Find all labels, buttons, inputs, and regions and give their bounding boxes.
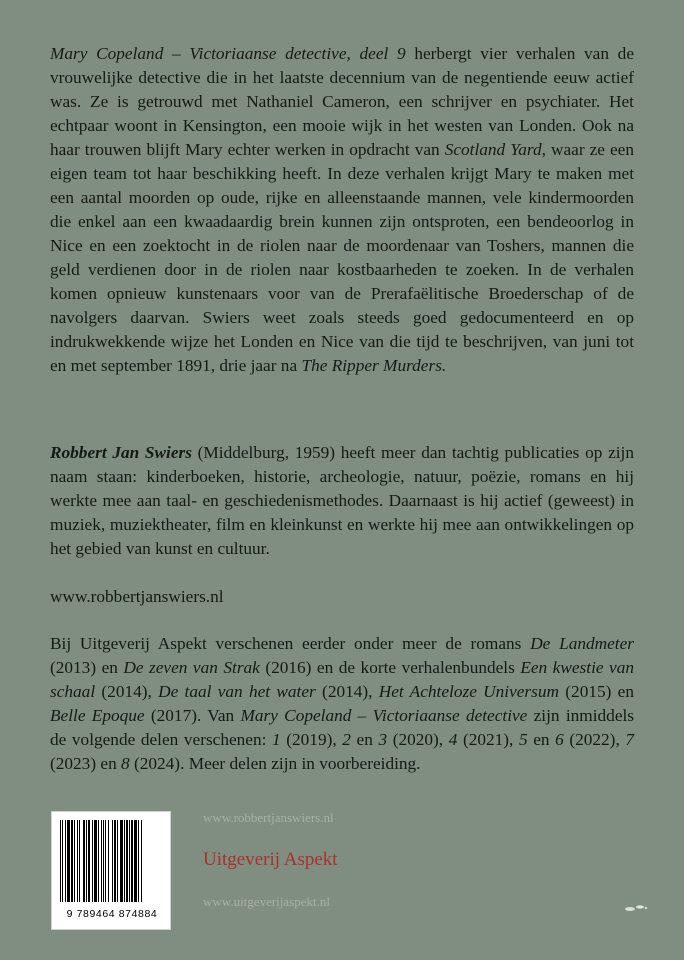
text-segment: 7 [625,730,635,749]
text-segment: (2020), [387,730,449,749]
isbn-number: 9 789464 874884 [66,908,158,920]
text-segment: 3 [378,730,388,749]
text-segment: The Ripper Murders. [301,356,447,375]
earlier-works-paragraph [50,632,634,776]
author-bio-paragraph [50,441,634,561]
footer-publisher-url: www.uitgeverijaspekt.nl [203,894,330,909]
blurb-paragraph [50,42,634,378]
text-segment: 4 [448,730,458,749]
text-segment: zijn inmiddels de volgende delen verschenen: [50,706,635,749]
text-segment: Mary Copeland – Victoriaanse detective, deel 9 [50,44,406,63]
text-segment: en [527,730,556,749]
text-segment: (2014), [95,682,159,701]
isbn-barcode [51,811,171,930]
barcode-bars [58,820,166,904]
text-segment: Een kwestie van schaal [50,658,634,701]
text-segment: 8 [121,754,130,773]
text-segment: De taal van het water [158,682,316,701]
text-segment: , waar ze een eigen team tot haar beschikking heeft. In deze verhalen krijgt Mary te maken met een aantal moorden op oude, rijke en alleenstaande mannen, vele kindermoorden die enkel aan een kwaadaardig brein kunnen zijn ontsproten, een bendeoorlog in Nice en een zoektocht in de riolen naar de moordenaar van Toshers, mannen die geld verdienen door in de riolen naar kostbaarheden te zoeken. In de verhalen komen opnieuw kunstenaars voor van de Prerafaëlitische Broederschap of de navolgers daarvan. Swiers weet zoals steeds goed gedocumenteerd en op indrukwekkende wijze het Londen en Nice van die tijd te beschrijven, van juni tot en met september 1891, drie jaar na [50,140,634,375]
text-segment: Robbert Jan Swiers [50,443,192,462]
author-website-text: www.robbertjanswiers.nl [50,587,224,606]
text-segment: herbergt vier verhalen van de vrouwelijke detective die in het laatste decennium van de negentiende eeuw actief was. Ze is getrouwd met Nathaniel Cameron, een schrijver en psychiater. Het echtpaar woont in Kensington, een mooie wijk in het westen van Londen. Ook na haar trouwen blijft Mary echter werken in opdracht van [50,44,634,159]
text-segment: (Middelburg, 1959) heeft meer dan tachtig publicaties op zijn naam staan: kinderboeken, historie, archeologie, natuur, poëzie, romans en hij werkte mee aan taal- en geschiedenismethodes. Daarnaast is hij actief (geweest) in muziek, muziektheater, film en kleinkunst en werkte hij mee aan ontwikkelingen op het gebied van kunst en cultuur. [50,443,634,558]
text-segment: Bij Uitgeverij Aspekt verschenen eerder onder meer de romans [50,634,531,653]
text-segment: 2 [342,730,351,749]
author-website [50,585,634,609]
text-segment: Scotland Yard [444,140,542,159]
text-segment: Het Achteloze Universum [378,682,559,701]
publisher-logo-text: Uitgeverij Aspekt [203,849,338,870]
author-bio-text [50,441,634,561]
footer-author-url: www.robbertjanswiers.nl [203,810,334,825]
text-segment: (2014), [315,682,379,701]
text-segment: (2023) en [50,754,122,773]
text-segment: en [350,730,379,749]
text-segment: (2015) en [559,682,634,701]
decorative-speck [620,902,650,914]
text-segment: (2021), [457,730,519,749]
text-segment: Belle Epoque [50,706,145,725]
text-segment: (2024). Meer delen zijn in voorbereiding. [129,754,421,773]
text-segment: (2016) en de korte verhalenbundels [259,658,521,677]
text-segment: 6 [555,730,564,749]
earlier-works-text [50,632,634,776]
text-segment: 5 [518,730,528,749]
text-segment: De Landmeter [530,634,634,653]
text-segment: 1 [272,730,281,749]
text-segment: (2013) en [50,658,124,677]
text-segment: (2019), [280,730,343,749]
text-segment: De zeven van Strak [123,658,260,677]
text-segment: Mary Copeland – Victoriaanse detective [240,706,528,725]
blurb-text [50,42,634,378]
text-segment: (2017). Van [144,706,241,725]
text-segment: (2022), [563,730,626,749]
